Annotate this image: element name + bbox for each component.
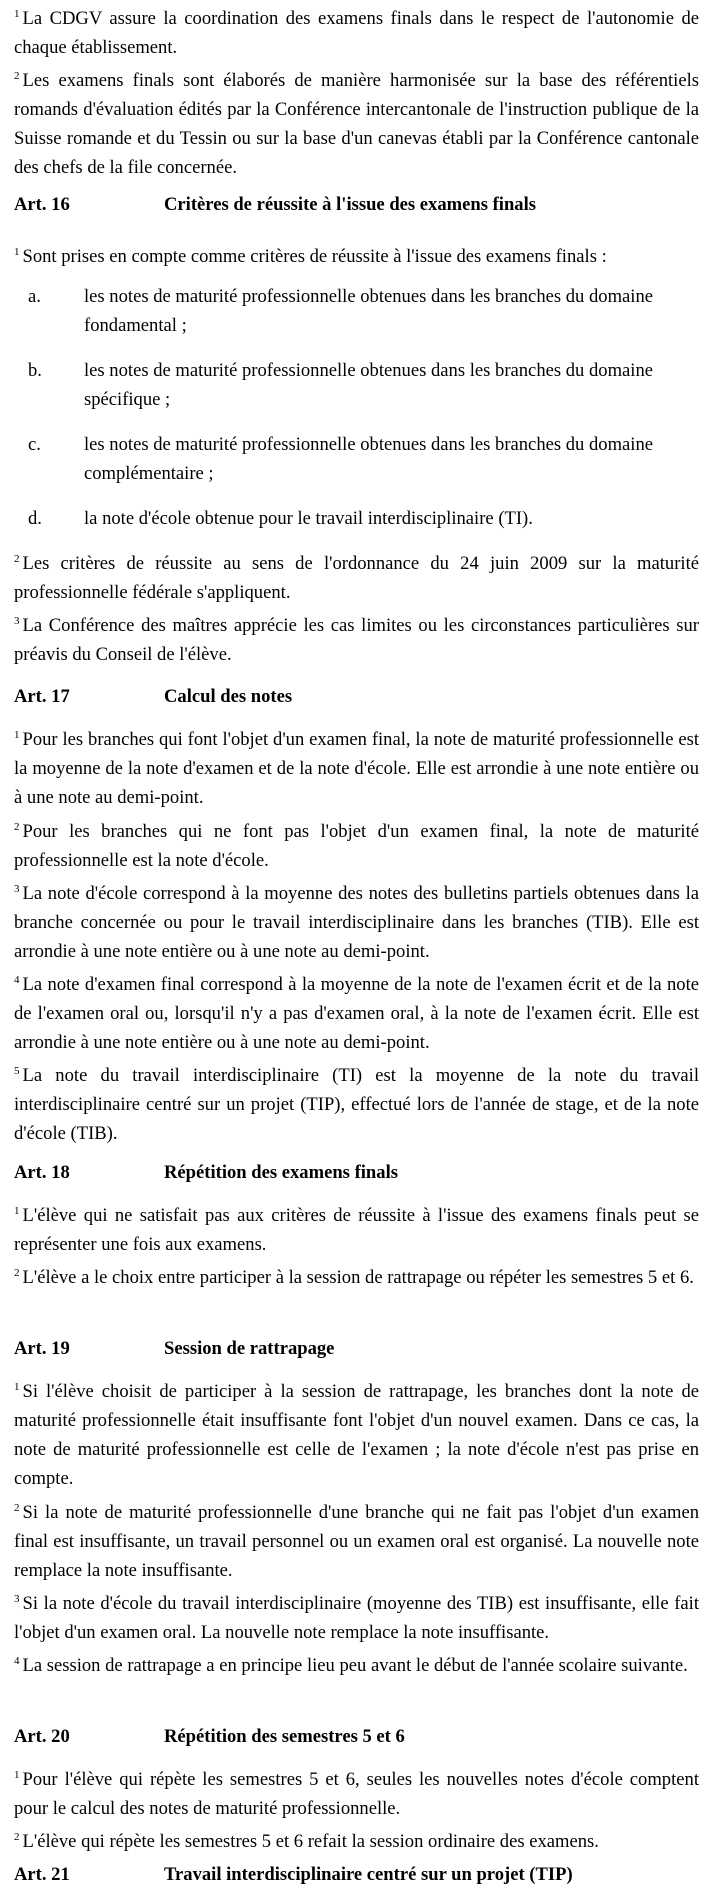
article-16-paragraph-1: $^1$ Sont prises en compte comme critères de réussite à l'issue des examens finals : bbox=[14, 246, 607, 267]
article-17-paragraph-4: $^4$ La note d'examen final correspond à la moyenne de la note de l'examen écrit et de la note de l'examen oral ou, lorsqu'il n'y a pas d'examen oral, à la note de l'examen écrit. Elle est arrondie à une note entière ou à une note au demi-point. bbox=[14, 974, 699, 1053]
article-18-paragraph-1: $^1$ L'élève qui ne satisfait pas aux critères de réussite à l'issue des examens finals peut se représenter une fois aux examens. bbox=[14, 1205, 699, 1255]
article-title: Répétition des semestres 5 et 6 bbox=[164, 1726, 405, 1747]
article-19-paragraph-2: $^2$ Si la note de maturité professionnelle d'une branche qui ne fait pas l'objet d'un examen final est insuffisante, un travail personnel ou un examen oral est organisé. La nouvelle note remplace la note insuffisante. bbox=[14, 1502, 699, 1581]
article-number: Art. 17 bbox=[14, 686, 70, 707]
intro-paragraph-1: $^1$ La CDGV assure la coordination des examens finals dans le respect de l'autonomie de chaque établissement. bbox=[14, 8, 699, 58]
article-18-heading bbox=[14, 1158, 699, 1187]
article-title: Travail interdisciplinaire centré sur un projet (TIP) bbox=[164, 1864, 573, 1885]
article-19-paragraph-4: $^4$ La session de rattrapage a en principe lieu peu avant le début de l'année scolaire suivante. bbox=[14, 1655, 688, 1676]
list-item: a. les notes de maturité professionnelle obtenues dans les branches du domaine fondamental ; bbox=[28, 286, 654, 336]
criteria-list bbox=[14, 282, 699, 534]
article-18-paragraph-2: $^2$ L'élève a le choix entre participer à la session de rattrapage ou répéter les semestres 5 et 6. bbox=[14, 1267, 694, 1288]
article-title: Session de rattrapage bbox=[164, 1338, 335, 1359]
article-title: Critères de réussite à l'issue des examens finals bbox=[164, 194, 537, 215]
article-number: Art. 20 bbox=[14, 1726, 70, 1747]
article-number: Art. 18 bbox=[14, 1162, 70, 1183]
article-19-heading bbox=[14, 1334, 699, 1363]
article-16-paragraph-3: $^3$ La Conférence des maîtres apprécie les cas limites ou les circonstances particulières sur préavis du Conseil de l'élève. bbox=[14, 615, 699, 665]
list-item: c. les notes de maturité professionnelle obtenues dans les branches du domaine complémentaire ; bbox=[28, 434, 654, 484]
article-16-paragraph-2: $^2$ Les critères de réussite au sens de l'ordonnance du 24 juin 2009 sur la maturité professionnelle fédérale s'appliquent. bbox=[14, 553, 699, 603]
article-19-paragraph-3: $^3$ Si la note d'école du travail interdisciplinaire (moyenne des TIB) est insuffisante, elle fait l'objet d'un examen oral. La nouvelle note remplace la note insuffisante. bbox=[14, 1593, 699, 1643]
article-20-paragraph-2: $^2$ L'élève qui répète les semestres 5 et 6 refait la session ordinaire des examens. bbox=[14, 1831, 599, 1852]
list-item: b. les notes de maturité professionnelle obtenues dans les branches du domaine spécifique ; bbox=[28, 360, 654, 410]
intro-paragraph-2: $^2$ Les examens finals sont élaborés de manière harmonisée sur la base des référentiels romands d'évaluation édités par la Conférence intercantonale de l'instruction publique de la Suisse romande et du Tessin ou sur la base d'un canevas établi par la Conférence cantonale des chefs de la file concernée. bbox=[14, 70, 699, 178]
article-21-heading bbox=[14, 1860, 699, 1889]
article-17-paragraph-3: $^3$ La note d'école correspond à la moyenne des notes des bulletins partiels obtenues dans la branche concernée ou pour le travail interdisciplinaire dans les branches (TIB). Elle est arrondie à une note entière ou à une note au demi-point. bbox=[14, 883, 699, 962]
article-17-paragraph-1: $^1$ Pour les branches qui font l'objet d'un examen final, la note de maturité professionnelle est la moyenne de la note d'examen et de la note d'école. Elle est arrondie à une note entière ou à une note au demi-point. bbox=[14, 729, 699, 808]
article-number: Art. 16 bbox=[14, 194, 70, 215]
article-19-paragraph-1: $^1$ Si l'élève choisit de participer à la session de rattrapage, les branches dont la note de maturité professionnelle était insuffisante font l'objet d'un nouvel examen. Dans ce cas, la note de maturité professionnelle est celle de l'examen ; la note d'école n'est pas prise en compte. bbox=[14, 1381, 699, 1489]
article-title: Répétition des examens finals bbox=[164, 1162, 398, 1183]
article-number: Art. 21 bbox=[14, 1864, 70, 1885]
article-17-paragraph-2: $^2$ Pour les branches qui ne font pas l'objet d'un examen final, la note de maturité professionnelle est la note d'école. bbox=[14, 821, 699, 871]
article-17-paragraph-5: $^5$ La note du travail interdisciplinaire (TI) est la moyenne de la note du travail interdisciplinaire centré sur un projet (TIP), effectué lors de l'année de stage, et de la note d'école (TIB). bbox=[14, 1065, 699, 1144]
article-20-paragraph-1: $^1$ Pour l'élève qui répète les semestres 5 et 6, seules les nouvelles notes d'école comptent pour le calcul des notes de maturité professionnelle. bbox=[14, 1769, 699, 1819]
article-title: Calcul des notes bbox=[164, 686, 293, 707]
article-16-heading bbox=[14, 190, 699, 219]
article-number: Art. 19 bbox=[14, 1338, 70, 1359]
list-item: d. la note d'école obtenue pour le travail interdisciplinaire (TI). bbox=[28, 508, 533, 529]
article-20-heading bbox=[14, 1722, 699, 1751]
article-17-heading bbox=[14, 682, 699, 711]
